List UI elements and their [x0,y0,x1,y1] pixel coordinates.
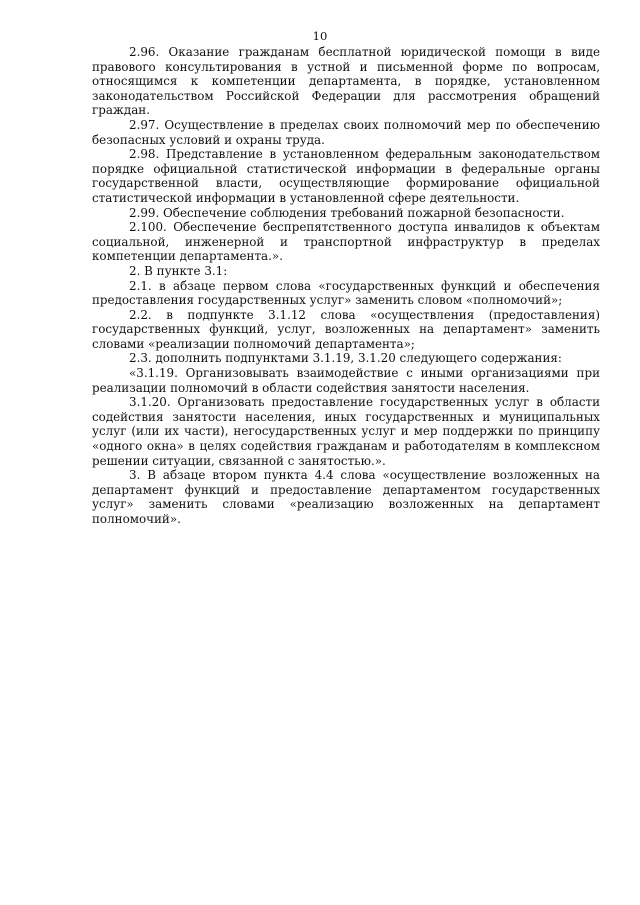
paragraph-3: 3. В абзаце втором пункта 4.4 слова «осуществление возложенных на департамент функций и предоставление департаментом государственных услуг» заменить словами «реализацию возложенных на департамент полномочий». [92,468,600,526]
page-number: 10 [312,29,328,43]
paragraph-2-98: 2.98. Представление в установленном федеральным законодательством порядке официальной статистической информации в федеральные органы государственной власти, осуществляющие формирование официальной статистической информации в установленной сфере деятельности. [92,147,600,205]
paragraph-2-97: 2.97. Осуществление в пределах своих полномочий мер по обеспечению безопасных условий и охраны труда. [92,117,600,147]
paragraph-2-100: 2.100. Обеспечение беспрепятственного доступа инвалидов к объектам социальной, инженерной и транспортной инфраструктур в пределах компетенции департамента.». [92,220,600,264]
paragraph-2: 2. В пункте 3.1: [129,263,228,278]
paragraph-2-1: 2.1. в абзаце первом слова «государственных функций и обеспечения предоставления государственных услуг» заменить словом «полномочий»; [92,278,600,308]
document-body [92,45,600,527]
paragraph-2-96: 2.96. Оказание гражданам бесплатной юридической помощи в виде правового консультирования в устной и письменной форме по вопросам, относящимся к компетенции департамента, в порядке, установленном законодательством Российской Федерации для рассмотрения обращений граждан. [92,45,600,118]
paragraph-2-2: 2.2. в подпункте 3.1.12 слова «осуществления (предоставления) государственных функций, услуг, возложенных на департамент» заменить словами «реализации полномочий департамента»; [92,307,600,351]
paragraph-2-3: 2.3. дополнить подпунктами 3.1.19, 3.1.20 следующего содержания: [129,351,562,366]
paragraph-2-99: 2.99. Обеспечение соблюдения требований пожарной безопасности. [129,205,565,220]
paragraph-3-1-19: «3.1.19. Организовывать взаимодействие с иными организациями при реализации полномочий в области содействия занятости населения. [92,366,600,395]
paragraph-3-1-20: 3.1.20. Организовать предоставление государственных услуг в области содействия занятости населения, иных государственных и муниципальных услуг (или их части), негосударственных услуг и мер поддержки по принципу «одного окна» в целях содействия гражданам и работодателям в комплексном решении ситуации, связанной с занятостью.». [92,395,600,468]
